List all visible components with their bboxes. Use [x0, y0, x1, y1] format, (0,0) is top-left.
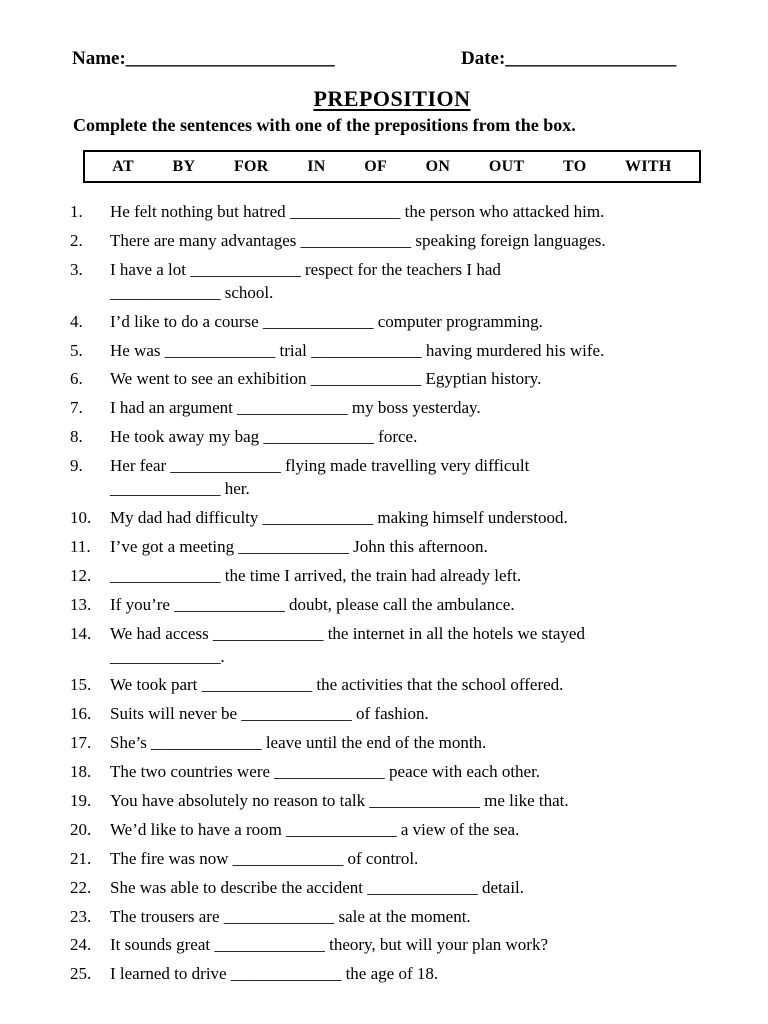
word-box-item: IN	[307, 157, 326, 175]
question-item	[70, 367, 730, 390]
question-number: 9.	[70, 456, 83, 476]
question-text[interactable]: _____________ the time I arrived, the train had already left.	[110, 565, 522, 585]
word-box-item: TO	[563, 157, 587, 175]
question-item	[70, 622, 730, 668]
question-item	[70, 339, 730, 362]
question-text[interactable]: We had access _____________ the internet in all the hotels we stayed _____________.	[110, 623, 585, 666]
question-text[interactable]: If you’re _____________ doubt, please call the ambulance.	[110, 594, 515, 614]
question-number: 10.	[70, 508, 92, 528]
question-text[interactable]: My dad had difficulty _____________ making himself understood.	[110, 508, 568, 528]
date-field[interactable]: Date:__________________	[461, 48, 677, 69]
question-number: 22.	[70, 877, 92, 897]
question-item	[70, 962, 730, 985]
question-text[interactable]: I’d like to do a course _____________ computer programming.	[110, 311, 543, 331]
question-text[interactable]: We went to see an exhibition _____________ Egyptian history.	[110, 369, 542, 389]
question-number: 8.	[70, 427, 83, 447]
question-item	[70, 731, 730, 754]
question-number: 16.	[70, 704, 92, 724]
question-item	[70, 760, 730, 783]
question-text[interactable]: The fire was now _____________ of control.	[110, 848, 419, 868]
name-field[interactable]: Name:______________________	[72, 48, 335, 69]
question-item	[70, 933, 730, 956]
question-text[interactable]: Her fear _____________ flying made travelling very difficult _____________ her.	[110, 456, 530, 499]
question-text[interactable]: The two countries were _____________ peace with each other.	[110, 762, 541, 782]
question-text[interactable]: Suits will never be _____________ of fashion.	[110, 704, 429, 724]
word-box-item: ON	[425, 157, 451, 175]
question-text[interactable]: There are many advantages _____________ speaking foreign languages.	[110, 230, 606, 250]
question-number: 13.	[70, 594, 92, 614]
question-text[interactable]: We took part _____________ the activities that the school offered.	[110, 675, 564, 695]
word-box-item: AT	[112, 157, 134, 175]
question-number: 14.	[70, 623, 92, 643]
word-box-item: FOR	[233, 157, 269, 175]
question-item	[70, 506, 730, 529]
question-text[interactable]: He felt nothing but hatred _____________ the person who attacked him.	[110, 202, 605, 221]
question-text[interactable]: We’d like to have a room _____________ a view of the sea.	[110, 819, 520, 839]
question-item	[70, 310, 730, 333]
word-box-item: BY	[172, 157, 196, 175]
word-box-item: WITH	[625, 157, 672, 175]
question-item	[70, 847, 730, 870]
question-item	[70, 876, 730, 899]
question-item	[70, 905, 730, 928]
question-text[interactable]: The trousers are _____________ sale at the moment.	[110, 906, 471, 926]
question-number: 5.	[70, 340, 83, 360]
question-number: 23.	[70, 906, 92, 926]
preposition-word-box	[83, 150, 701, 183]
page-title-text: PREPOSITION	[313, 86, 471, 111]
question-item	[70, 425, 730, 448]
question-text[interactable]: I learned to drive _____________ the age of 18.	[110, 964, 439, 984]
question-number: 18.	[70, 762, 92, 782]
question-item	[70, 535, 730, 558]
question-item	[70, 200, 730, 223]
question-number: 3.	[70, 259, 83, 279]
question-text[interactable]: She’s _____________ leave until the end of the month.	[110, 733, 487, 753]
question-item	[70, 702, 730, 725]
question-number: 15.	[70, 675, 92, 695]
question-text[interactable]: I have a lot _____________ respect for the teachers I had _____________ school.	[110, 259, 501, 302]
question-text[interactable]: It sounds great _____________ theory, but will your plan work?	[110, 935, 548, 955]
question-item	[70, 396, 730, 419]
question-number: 17.	[70, 733, 92, 753]
question-item	[70, 564, 730, 587]
question-text[interactable]: He was _____________ trial _____________ having murdered his wife.	[110, 340, 605, 360]
question-text[interactable]: You have absolutely no reason to talk _____________ me like that.	[110, 791, 569, 811]
question-text[interactable]: I had an argument _____________ my boss yesterday.	[110, 398, 481, 418]
question-item	[70, 673, 730, 696]
question-number: 4.	[70, 311, 83, 331]
question-number: 7.	[70, 398, 83, 418]
question-item	[70, 258, 730, 304]
question-item	[70, 818, 730, 841]
question-text[interactable]: I’ve got a meeting _____________ John this afternoon.	[110, 536, 488, 556]
question-number: 20.	[70, 819, 92, 839]
question-item	[70, 789, 730, 812]
question-number: 19.	[70, 791, 92, 811]
question-number: 24.	[70, 935, 92, 955]
question-list	[70, 200, 730, 991]
question-number: 2.	[70, 230, 83, 250]
question-number: 6.	[70, 369, 83, 389]
question-number: 1.	[70, 202, 83, 221]
question-number: 21.	[70, 848, 92, 868]
question-number: 25.	[70, 964, 92, 984]
question-item	[70, 229, 730, 252]
page-title	[0, 86, 768, 112]
instructions: Complete the sentences with one of the prepositions from the box.	[73, 115, 576, 135]
question-item	[70, 593, 730, 616]
question-item	[70, 454, 730, 500]
question-number: 11.	[70, 536, 91, 556]
word-box-item: OF	[364, 157, 388, 175]
header-row	[72, 48, 712, 74]
question-number: 12.	[70, 565, 92, 585]
question-text[interactable]: She was able to describe the accident _____________ detail.	[110, 877, 525, 897]
word-box-item: OUT	[488, 157, 525, 175]
question-text[interactable]: He took away my bag _____________ force.	[110, 427, 418, 447]
